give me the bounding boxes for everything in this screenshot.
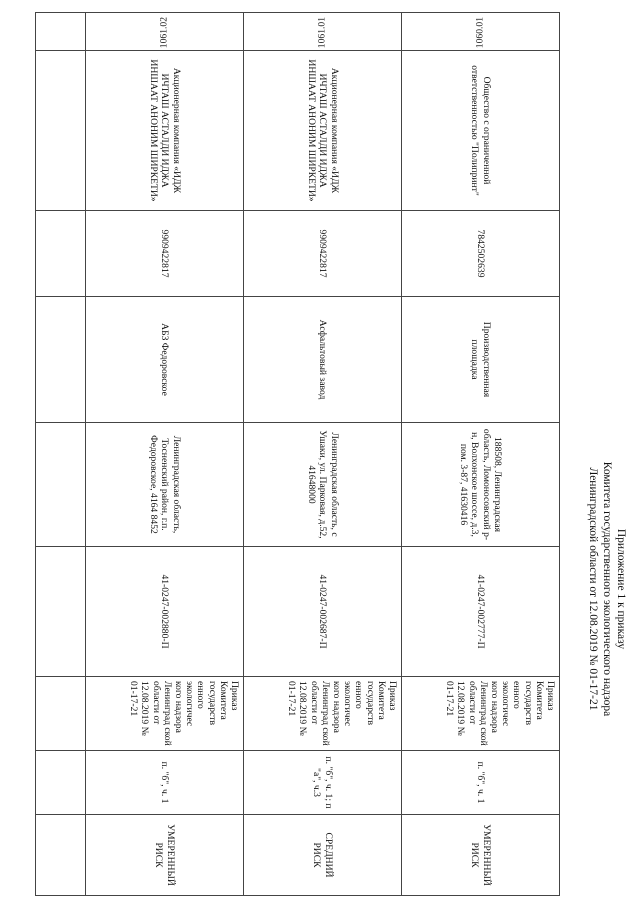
order-reference-cell: Приказ Комитета государств енного экологичес кого надзора Ленинград ской области от 12.08.2019 № 01-17-21 bbox=[244, 677, 402, 751]
clause-cell: п. "б", ч. 1; п "а", ч.3 bbox=[244, 751, 402, 815]
row-number: 1061.02 bbox=[158, 17, 170, 49]
inn-cell: 9909422817 bbox=[86, 211, 244, 297]
row-number: 1060.01 bbox=[474, 17, 486, 49]
empty-cell bbox=[36, 751, 86, 815]
header-line-1: Приложение 1 к приказу bbox=[615, 528, 627, 650]
organization-cell: Акционерная компания «ИДЖ ИЧТАШ АСТАЛДИ ИДЖА ИНШААТ АНОНИМ ШИРКЕТИ» bbox=[244, 51, 402, 211]
empty-cell bbox=[36, 51, 86, 211]
object-code-cell: 41-0247-002777-П bbox=[402, 547, 560, 677]
order-reference-cell: Приказ Комитета государств енного экологичес кого надзора Ленинград ской области от 12.08.2019 № 01-17-21 bbox=[402, 677, 560, 751]
address-cell: Ленинградская область, Тосненский район, г.п. Федоровское, 4164 8452 bbox=[86, 423, 244, 547]
row-number-cell bbox=[402, 13, 560, 51]
empty-cell bbox=[36, 297, 86, 423]
row-number-cell bbox=[86, 13, 244, 51]
empty-cell bbox=[36, 547, 86, 677]
empty-cell bbox=[36, 13, 86, 51]
address-cell: Ленинградская область, с Ушаки, ул. Парковая, д.52, 41648000 bbox=[244, 423, 402, 547]
inn-cell: 7842502639 bbox=[402, 211, 560, 297]
object-code-cell: 41-0247-002880-П bbox=[86, 547, 244, 677]
risk-category-cell: УМЕРЕННЫЙ РИСК bbox=[86, 815, 244, 896]
empty-cell bbox=[36, 677, 86, 751]
empty-cell bbox=[36, 211, 86, 297]
registry-table bbox=[35, 12, 560, 896]
row-number: 1061.01 bbox=[316, 17, 328, 49]
organization-cell: Общество с ограниченной ответственностью "Полипринт" bbox=[402, 51, 560, 211]
object-name-cell: Асфальтовый завод bbox=[244, 297, 402, 423]
table-row-continuation bbox=[36, 13, 86, 896]
header-line-2: Комитета государственного экологического надзора bbox=[601, 461, 613, 717]
risk-category-cell: СРЕДНИЙ РИСК bbox=[244, 815, 402, 896]
row-number-cell bbox=[244, 13, 402, 51]
clause-cell: п. "б", ч. 1 bbox=[402, 751, 560, 815]
clause-cell: п. "б", ч. 1 bbox=[86, 751, 244, 815]
header-line-3: Ленинградской области от 12.08.2019 № 01-17-21 bbox=[587, 467, 599, 711]
empty-cell bbox=[36, 815, 86, 896]
empty-cell bbox=[36, 423, 86, 547]
document-header bbox=[586, 289, 628, 889]
object-code-cell: 41-0247-002687-П bbox=[244, 547, 402, 677]
order-reference-cell: Приказ Комитета государств енного экологичес кого надзора Ленинград ской области от 12.08.2019 № 01-17-21 bbox=[86, 677, 244, 751]
address-cell: 188508, Ленинградская область, Ломоносовский р-н, Волхонское шоссе, д.3, пом. 3-87, 41630416 bbox=[402, 423, 560, 547]
risk-category-cell: УМЕРЕННЫЙ РИСК bbox=[402, 815, 560, 896]
table-row bbox=[244, 13, 402, 896]
inn-cell: 9909422817 bbox=[244, 211, 402, 297]
organization-cell: Акционерная компания «ИДЖ ИЧТАШ АСТАЛДИ ИДЖА ИНШААТ АНОНИМ ШИРКЕТИ» bbox=[86, 51, 244, 211]
object-name-cell: Производственная площадка bbox=[402, 297, 560, 423]
object-name-cell: АБЗ Федоровское bbox=[86, 297, 244, 423]
table-row bbox=[402, 13, 560, 896]
table-row bbox=[86, 13, 244, 896]
